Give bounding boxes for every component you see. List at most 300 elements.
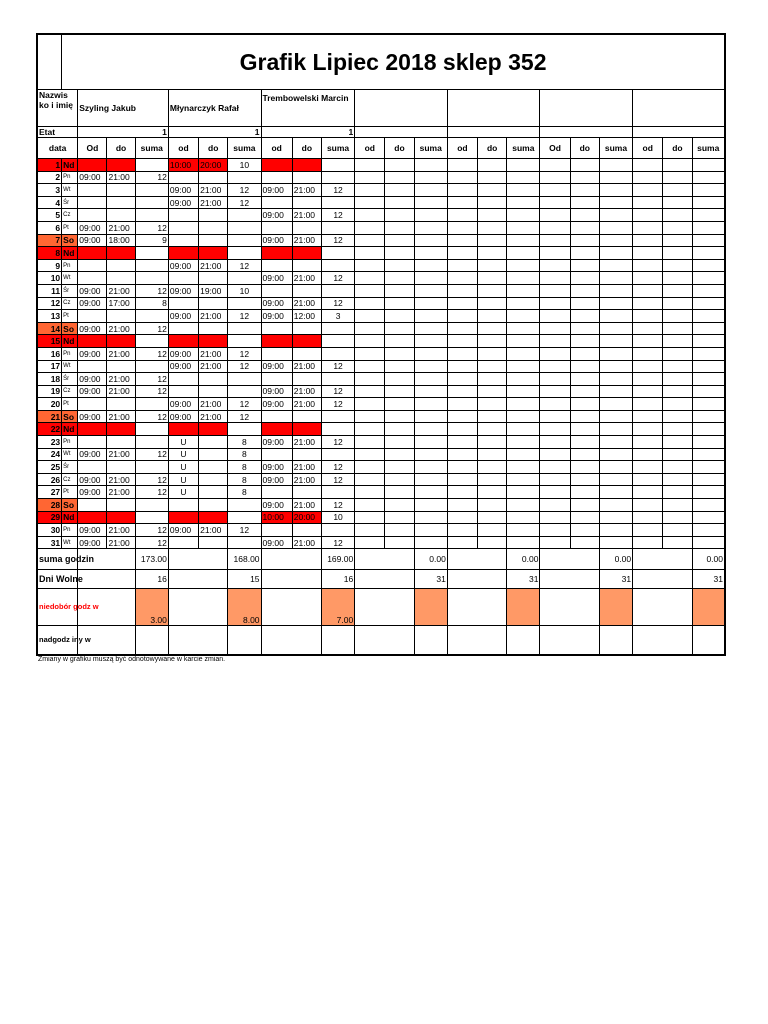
- day-row: [38, 347, 725, 360]
- shift-hours: 12: [135, 448, 168, 461]
- shift-start: [447, 171, 477, 184]
- shift-start: [447, 347, 477, 360]
- shift-end: [663, 398, 692, 411]
- shift-start: [355, 335, 385, 348]
- shift-hours: [228, 499, 261, 512]
- sum-header: suma: [414, 138, 447, 159]
- shift-end: 21:00: [199, 360, 228, 373]
- shift-end: 21:00: [292, 209, 321, 222]
- shift-start: 09:00: [261, 184, 292, 197]
- shift-hours: [507, 410, 540, 423]
- shift-hours: [507, 436, 540, 449]
- shift-start: [355, 347, 385, 360]
- shift-end: [199, 499, 228, 512]
- shift-start: [261, 410, 292, 423]
- day-number: 22: [38, 423, 62, 436]
- shift-end: [385, 234, 414, 247]
- shift-end: [385, 499, 414, 512]
- shift-end: [663, 385, 692, 398]
- shift-start: [355, 221, 385, 234]
- shift-end: [570, 310, 599, 323]
- shift-start: 10:00: [261, 511, 292, 524]
- weekday: Wt: [62, 360, 78, 373]
- shift-start: [261, 524, 292, 537]
- day-row: [38, 486, 725, 499]
- date-header: data: [38, 138, 78, 159]
- shift-start: [168, 536, 198, 549]
- shift-hours: [414, 272, 447, 285]
- shift-end: [570, 272, 599, 285]
- total-hours: 0.00: [507, 549, 540, 570]
- shift-hours: 12: [321, 272, 354, 285]
- shift-end: [107, 184, 135, 197]
- days-off: 31: [414, 570, 447, 589]
- shift-hours: [321, 221, 354, 234]
- shift-end: [107, 259, 135, 272]
- total-hours: 0.00: [414, 549, 447, 570]
- shortfall-row: [38, 589, 725, 626]
- shift-start: 09:00: [261, 209, 292, 222]
- shift-end: [663, 347, 692, 360]
- shift-end: [107, 272, 135, 285]
- shift-start: [78, 310, 107, 323]
- shift-start: [633, 209, 663, 222]
- shift-end: 21:00: [199, 398, 228, 411]
- shift-start: [355, 373, 385, 386]
- shift-start: [633, 536, 663, 549]
- shift-hours: [507, 159, 540, 172]
- shift-hours: [599, 284, 632, 297]
- shift-end: [478, 473, 507, 486]
- shift-end: [385, 536, 414, 549]
- shift-end: 20:00: [292, 511, 321, 524]
- shift-hours: [599, 171, 632, 184]
- weekday: Śr: [62, 461, 78, 474]
- shift-end: [570, 410, 599, 423]
- shift-hours: [321, 347, 354, 360]
- shift-start: [540, 423, 570, 436]
- shift-end: [663, 473, 692, 486]
- shift-hours: [414, 360, 447, 373]
- shift-start: [168, 335, 198, 348]
- day-row: [38, 159, 725, 172]
- day-row: [38, 436, 725, 449]
- shift-hours: [414, 322, 447, 335]
- weekday: Nd: [62, 335, 78, 348]
- shift-end: [199, 461, 228, 474]
- shift-start: [447, 196, 477, 209]
- shift-start: [633, 461, 663, 474]
- shift-hours: [135, 499, 168, 512]
- day-number: 17: [38, 360, 62, 373]
- shift-start: [633, 499, 663, 512]
- weekday: Pt: [62, 398, 78, 411]
- shift-start: [78, 184, 107, 197]
- shift-end: [107, 511, 135, 524]
- shift-hours: [599, 410, 632, 423]
- shift-hours: [507, 310, 540, 323]
- shift-start: [633, 310, 663, 323]
- spacer-cell: [261, 549, 321, 570]
- to-header: do: [478, 138, 507, 159]
- shift-end: [199, 297, 228, 310]
- shift-hours: [507, 335, 540, 348]
- shift-end: [385, 335, 414, 348]
- shift-end: [199, 335, 228, 348]
- shift-start: [633, 448, 663, 461]
- shift-end: [385, 221, 414, 234]
- shift-start: 09:00: [261, 360, 292, 373]
- shift-start: [355, 486, 385, 499]
- shift-end: 21:00: [199, 524, 228, 537]
- shift-end: [199, 221, 228, 234]
- shift-hours: 12: [135, 410, 168, 423]
- shift-end: 21:00: [199, 259, 228, 272]
- shift-hours: 12: [321, 209, 354, 222]
- shift-hours: [599, 247, 632, 260]
- shift-end: [570, 499, 599, 512]
- shift-hours: 12: [135, 171, 168, 184]
- shift-end: [199, 171, 228, 184]
- shift-hours: [228, 423, 261, 436]
- shift-start: [540, 184, 570, 197]
- day-row: [38, 410, 725, 423]
- shift-hours: [228, 385, 261, 398]
- shift-end: 17:00: [107, 297, 135, 310]
- from-header: od: [168, 138, 198, 159]
- day-number: 5: [38, 209, 62, 222]
- shift-hours: [599, 473, 632, 486]
- shift-end: [478, 360, 507, 373]
- employee-name: Szyling Jakub: [78, 90, 169, 127]
- shift-start: 09:00: [168, 347, 198, 360]
- shift-hours: [321, 284, 354, 297]
- spacer-cell: [447, 626, 506, 655]
- shift-end: [478, 423, 507, 436]
- from-header: Od: [78, 138, 107, 159]
- shift-hours: 10: [321, 511, 354, 524]
- shortfall-hours: [507, 589, 540, 626]
- weekday: Cz: [62, 385, 78, 398]
- shift-hours: 12: [135, 536, 168, 549]
- shift-end: [385, 448, 414, 461]
- shift-end: [199, 511, 228, 524]
- shift-hours: [507, 385, 540, 398]
- shift-hours: [228, 322, 261, 335]
- shift-end: 21:00: [107, 171, 135, 184]
- shift-hours: [692, 272, 724, 285]
- to-header: do: [570, 138, 599, 159]
- shift-end: [199, 436, 228, 449]
- shift-end: [385, 360, 414, 373]
- shift-hours: [321, 322, 354, 335]
- shift-hours: 12: [135, 473, 168, 486]
- shift-end: [663, 524, 692, 537]
- shift-end: [570, 196, 599, 209]
- shift-start: [447, 247, 477, 260]
- shift-hours: [507, 347, 540, 360]
- day-row: [38, 448, 725, 461]
- shift-start: 09:00: [168, 184, 198, 197]
- shift-start: [261, 448, 292, 461]
- shift-end: [478, 196, 507, 209]
- day-number: 12: [38, 297, 62, 310]
- shift-end: [478, 284, 507, 297]
- shift-start: 09:00: [78, 322, 107, 335]
- shift-start: [633, 221, 663, 234]
- shift-end: [478, 461, 507, 474]
- shift-hours: 12: [135, 284, 168, 297]
- overtime-hours: [135, 626, 168, 655]
- shift-end: [478, 247, 507, 260]
- shift-start: [633, 398, 663, 411]
- shift-start: [633, 436, 663, 449]
- shift-hours: [414, 486, 447, 499]
- shift-start: 09:00: [78, 524, 107, 537]
- shift-hours: [321, 373, 354, 386]
- shift-start: [633, 196, 663, 209]
- shift-hours: [692, 247, 724, 260]
- shift-end: 21:00: [292, 461, 321, 474]
- shift-start: [355, 297, 385, 310]
- shift-hours: [507, 360, 540, 373]
- shift-hours: [507, 461, 540, 474]
- shift-hours: [692, 221, 724, 234]
- shift-end: [292, 284, 321, 297]
- shift-start: [540, 486, 570, 499]
- shift-hours: 8: [228, 436, 261, 449]
- shift-hours: [414, 247, 447, 260]
- shift-end: [385, 410, 414, 423]
- shift-end: [385, 196, 414, 209]
- days-off-label: Dni Wolne: [38, 570, 78, 589]
- shift-end: [385, 461, 414, 474]
- employee-name: [355, 90, 448, 127]
- shift-end: [663, 373, 692, 386]
- shortfall-hours: 7.00: [321, 589, 354, 626]
- shift-start: [78, 461, 107, 474]
- weekday: Cz: [62, 297, 78, 310]
- day-row: [38, 373, 725, 386]
- shift-start: 09:00: [168, 284, 198, 297]
- shift-start: [168, 373, 198, 386]
- shift-hours: 12: [135, 347, 168, 360]
- shift-start: 09:00: [261, 297, 292, 310]
- shift-start: [633, 360, 663, 373]
- shift-end: [292, 159, 321, 172]
- shift-end: 21:00: [107, 486, 135, 499]
- shift-start: [540, 221, 570, 234]
- shift-start: U: [168, 473, 198, 486]
- day-number: 6: [38, 221, 62, 234]
- spacer-cell: [78, 570, 135, 589]
- shift-hours: [507, 373, 540, 386]
- shift-hours: 10: [228, 284, 261, 297]
- shift-hours: [692, 196, 724, 209]
- shift-start: [355, 322, 385, 335]
- shift-hours: [507, 196, 540, 209]
- employee-name: [633, 90, 725, 127]
- shift-start: [540, 247, 570, 260]
- shift-start: [261, 423, 292, 436]
- shift-start: [355, 196, 385, 209]
- schedule-table: [37, 34, 725, 655]
- shift-end: [199, 234, 228, 247]
- shift-hours: [692, 209, 724, 222]
- shift-start: [633, 184, 663, 197]
- shift-start: [447, 448, 477, 461]
- shift-start: [633, 486, 663, 499]
- shift-start: [261, 347, 292, 360]
- sum-header: suma: [692, 138, 724, 159]
- shift-start: [540, 234, 570, 247]
- shift-start: [540, 171, 570, 184]
- shift-hours: [135, 196, 168, 209]
- shift-start: [540, 410, 570, 423]
- days-off: 31: [507, 570, 540, 589]
- shift-end: [385, 272, 414, 285]
- etat-value: 1: [78, 127, 169, 138]
- shift-start: 09:00: [261, 310, 292, 323]
- shift-hours: [414, 234, 447, 247]
- shift-hours: [321, 335, 354, 348]
- spacer-cell: [355, 626, 414, 655]
- spacer-cell: [447, 549, 506, 570]
- shift-start: [540, 196, 570, 209]
- shift-hours: [135, 247, 168, 260]
- shift-hours: [507, 284, 540, 297]
- shift-hours: [692, 360, 724, 373]
- shift-end: [663, 209, 692, 222]
- shift-end: 12:00: [292, 310, 321, 323]
- shift-hours: [692, 234, 724, 247]
- shift-end: [663, 297, 692, 310]
- shift-start: [355, 184, 385, 197]
- shift-hours: [414, 373, 447, 386]
- day-row: [38, 461, 725, 474]
- shift-hours: 3: [321, 310, 354, 323]
- shift-hours: [135, 423, 168, 436]
- shift-hours: [414, 436, 447, 449]
- shift-hours: [414, 398, 447, 411]
- shift-end: [570, 347, 599, 360]
- shift-hours: 12: [228, 310, 261, 323]
- shift-end: 21:00: [292, 234, 321, 247]
- shift-start: [633, 423, 663, 436]
- shift-start: [78, 335, 107, 348]
- employee-names-row: [38, 90, 725, 127]
- shift-end: 20:00: [199, 159, 228, 172]
- shift-hours: [507, 259, 540, 272]
- shift-hours: [414, 171, 447, 184]
- shift-hours: [414, 209, 447, 222]
- shift-hours: [507, 524, 540, 537]
- shift-end: 21:00: [107, 347, 135, 360]
- weekday: Śr: [62, 196, 78, 209]
- shift-end: [292, 423, 321, 436]
- shift-hours: [692, 335, 724, 348]
- weekday: Cz: [62, 473, 78, 486]
- shift-start: 09:00: [78, 536, 107, 549]
- shift-start: 09:00: [261, 473, 292, 486]
- shift-end: [663, 171, 692, 184]
- day-row: [38, 473, 725, 486]
- shift-start: [355, 499, 385, 512]
- shift-end: [570, 486, 599, 499]
- shift-start: [261, 373, 292, 386]
- shift-hours: [414, 196, 447, 209]
- shift-hours: [599, 184, 632, 197]
- shift-hours: [414, 499, 447, 512]
- shift-hours: [507, 171, 540, 184]
- shift-start: [540, 360, 570, 373]
- day-number: 4: [38, 196, 62, 209]
- shift-start: [355, 410, 385, 423]
- shift-start: [633, 322, 663, 335]
- etat-value: [633, 127, 725, 138]
- shift-hours: [599, 486, 632, 499]
- weekday: Nd: [62, 511, 78, 524]
- shift-end: [199, 448, 228, 461]
- shift-end: [570, 234, 599, 247]
- shift-hours: 12: [228, 398, 261, 411]
- shift-start: 09:00: [78, 221, 107, 234]
- shift-end: 18:00: [107, 234, 135, 247]
- days-off: 31: [692, 570, 724, 589]
- weekday: Wt: [62, 272, 78, 285]
- shift-hours: 12: [321, 536, 354, 549]
- shift-end: [107, 335, 135, 348]
- day-number: 21: [38, 410, 62, 423]
- shift-hours: [599, 335, 632, 348]
- shift-hours: [507, 511, 540, 524]
- sum-header: suma: [228, 138, 261, 159]
- shift-end: [663, 322, 692, 335]
- shift-end: [107, 209, 135, 222]
- shift-hours: [414, 335, 447, 348]
- shift-end: [478, 310, 507, 323]
- shift-hours: [414, 184, 447, 197]
- shift-hours: [599, 423, 632, 436]
- shift-hours: 12: [321, 234, 354, 247]
- shift-hours: [135, 461, 168, 474]
- shift-start: 09:00: [261, 536, 292, 549]
- etat-value: [540, 127, 633, 138]
- shift-hours: [414, 536, 447, 549]
- shift-hours: [507, 221, 540, 234]
- shift-end: [107, 398, 135, 411]
- shift-start: [540, 511, 570, 524]
- shift-start: [633, 234, 663, 247]
- shift-start: [633, 297, 663, 310]
- day-row: [38, 221, 725, 234]
- weekday: Pn: [62, 436, 78, 449]
- shift-end: [570, 536, 599, 549]
- shift-end: [478, 410, 507, 423]
- shift-start: [78, 272, 107, 285]
- shift-end: [570, 423, 599, 436]
- shift-start: [447, 511, 477, 524]
- shift-start: 09:00: [261, 436, 292, 449]
- shift-start: U: [168, 486, 198, 499]
- page-title: Grafik Lipiec 2018 sklep 352: [62, 35, 725, 90]
- shift-end: [385, 159, 414, 172]
- shift-end: [663, 499, 692, 512]
- shift-end: [663, 486, 692, 499]
- shift-end: [199, 423, 228, 436]
- shift-start: [261, 159, 292, 172]
- shift-start: [540, 322, 570, 335]
